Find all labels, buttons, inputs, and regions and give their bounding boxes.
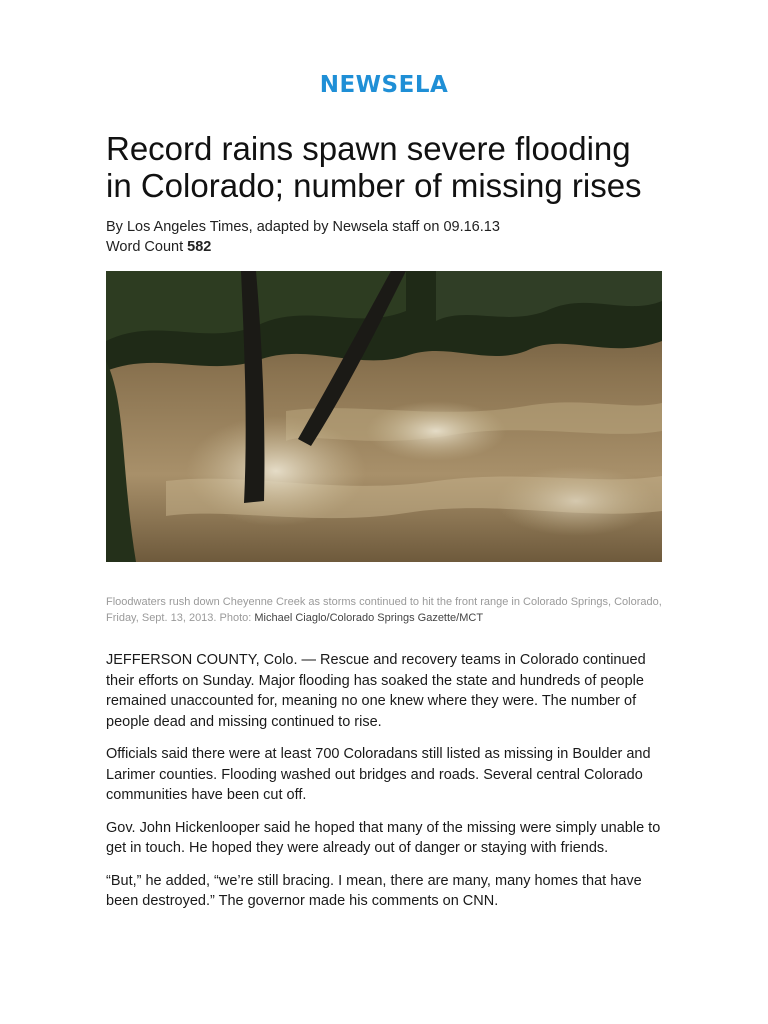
article-byline: By Los Angeles Times, adapted by Newsela staff on 09.16.13 bbox=[106, 219, 500, 235]
paragraph: Officials said there were at least 700 Coloradans still listed as missing in Boulder and Larimer counties. Flooding washed out bridges and roads. Several central Colorado communities have been cut off. bbox=[106, 746, 651, 803]
article-body bbox=[106, 650, 662, 912]
photo-caption bbox=[106, 594, 662, 626]
article-title: Record rains spawn severe flooding in Colorado; number of missing rises bbox=[106, 130, 642, 204]
photo-credit: Michael Ciaglo/Colorado Springs Gazette/MCT bbox=[254, 612, 484, 624]
caption-text: Floodwaters rush down Cheyenne Creek as storms continued to hit the front range in Colorado Springs, Colorado, Friday, Sept. 13, 2013. Photo: bbox=[106, 596, 662, 624]
paragraph: JEFFERSON COUNTY, Colo. — Rescue and recovery teams in Colorado continued their efforts on Sunday. Major flooding has soaked the state and hundreds of people remained unaccounted for, meaning no one knew where they were. The number of people dead and missing continued to rise. bbox=[106, 652, 646, 730]
newsela-logo[interactable]: NEWSELA bbox=[319, 72, 449, 98]
paragraph: “But,” he added, “we’re still bracing. I mean, there are many, many homes that have been destroyed.” The governor made his comments on CNN. bbox=[106, 872, 642, 909]
word-count-label: Word Count bbox=[106, 239, 184, 255]
word-count-value: 582 bbox=[187, 239, 212, 255]
article bbox=[106, 130, 662, 924]
flood-photo bbox=[106, 271, 662, 562]
word-count bbox=[106, 237, 662, 257]
paragraph: Gov. John Hickenlooper said he hoped that many of the missing were simply unable to get in touch. He hoped they were already out of danger or staying with friends. bbox=[106, 819, 661, 856]
